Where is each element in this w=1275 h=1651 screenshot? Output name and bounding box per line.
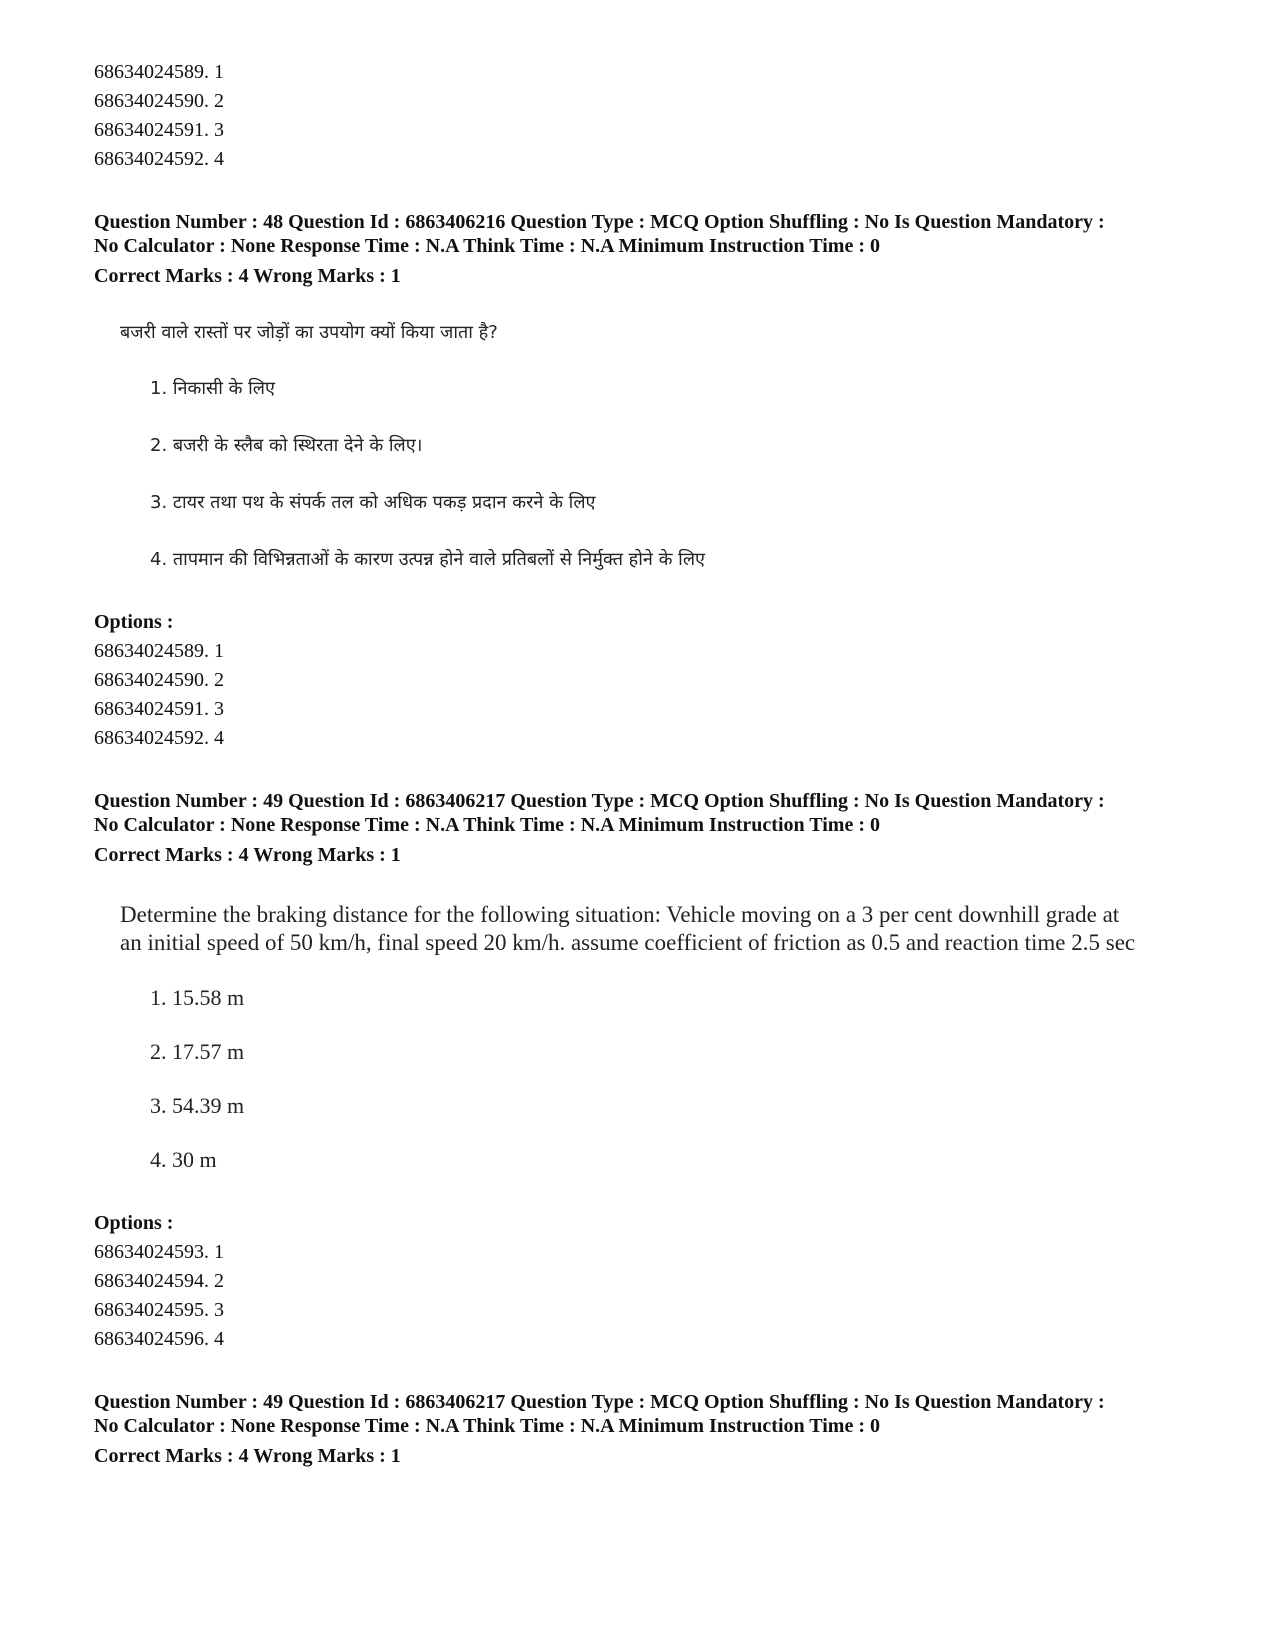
question-meta-line-2: No Calculator : None Response Time : N.A Think Time : N.A Minimum Instruction Time : 0 xyxy=(94,235,880,257)
answer-choice: 1. निकासी के लिए xyxy=(150,378,275,399)
question-block-49-repeat xyxy=(94,1390,1194,1470)
option-line: 68634024592. 4 xyxy=(94,148,224,170)
answer-choice: 4. 30 m xyxy=(150,1147,217,1172)
top-options-list xyxy=(94,58,1194,174)
question-meta-line-2: No Calculator : None Response Time : N.A Think Time : N.A Minimum Instruction Time : 0 xyxy=(94,1415,880,1437)
option-line: 68634024592. 4 xyxy=(94,727,224,749)
question-marks: Correct Marks : 4 Wrong Marks : 1 xyxy=(94,265,401,287)
answer-choice: 3. टायर तथा पथ के संपर्क तल को अधिक पकड़ प्रदान करने के लिए xyxy=(150,492,596,513)
question-text-line: Determine the braking distance for the following situation: Vehicle moving on a 3 per cent downhill grade at xyxy=(120,902,1120,927)
options-section xyxy=(94,608,1194,753)
question-marks: Correct Marks : 4 Wrong Marks : 1 xyxy=(94,1445,401,1467)
option-line: 68634024590. 2 xyxy=(94,90,224,112)
option-line: 68634024595. 3 xyxy=(94,1299,224,1321)
answer-choice: 2. 17.57 m xyxy=(150,1039,245,1064)
option-line: 68634024589. 1 xyxy=(94,61,224,83)
question-text: बजरी वाले रास्तों पर जोड़ों का उपयोग क्यों किया जाता है? xyxy=(120,322,498,343)
question-meta-line-1: Question Number : 48 Question Id : 6863406216 Question Type : MCQ Option Shuffling : No Is Question Mandatory : xyxy=(94,211,1105,233)
question-text-line: an initial speed of 50 km/h, final speed 20 km/h. assume coefficient of friction as 0.5 and reaction time 2.5 sec xyxy=(120,930,1136,955)
options-label: Options : xyxy=(94,1212,174,1234)
answer-choice: 4. तापमान की विभिन्नताओं के कारण उत्पन्न होने वाले प्रतिबलों से निर्मुक्त होने के लिए xyxy=(150,549,705,570)
document-page xyxy=(94,58,1194,1470)
option-line: 68634024596. 4 xyxy=(94,1328,224,1350)
question-marks: Correct Marks : 4 Wrong Marks : 1 xyxy=(94,844,401,866)
answer-choice: 2. बजरी के स्लैब को स्थिरता देने के लिए। xyxy=(150,435,423,456)
option-line: 68634024590. 2 xyxy=(94,669,224,691)
option-line: 68634024591. 3 xyxy=(94,698,224,720)
question-block-49 xyxy=(94,789,1194,1354)
options-section xyxy=(94,1209,1194,1354)
question-meta-line-1: Question Number : 49 Question Id : 6863406217 Question Type : MCQ Option Shuffling : No Is Question Mandatory : xyxy=(94,790,1105,812)
option-line: 68634024593. 1 xyxy=(94,1241,224,1263)
answer-choices xyxy=(94,985,1194,1201)
question-text xyxy=(120,901,1194,957)
options-label: Options : xyxy=(94,611,174,633)
option-line: 68634024591. 3 xyxy=(94,119,224,141)
answer-choice: 1. 15.58 m xyxy=(150,985,245,1010)
option-line: 68634024589. 1 xyxy=(94,640,224,662)
question-meta-line-2: No Calculator : None Response Time : N.A Think Time : N.A Minimum Instruction Time : 0 xyxy=(94,814,880,836)
question-meta-line-1: Question Number : 49 Question Id : 6863406217 Question Type : MCQ Option Shuffling : No Is Question Mandatory : xyxy=(94,1391,1105,1413)
option-line: 68634024594. 2 xyxy=(94,1270,224,1292)
answer-choice: 3. 54.39 m xyxy=(150,1093,245,1118)
question-block-48 xyxy=(94,210,1194,753)
answer-choices xyxy=(94,376,1194,604)
